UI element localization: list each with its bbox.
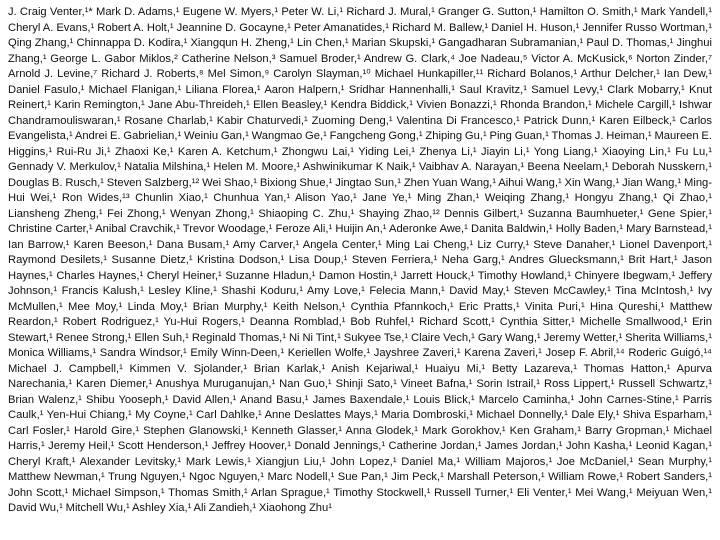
author-list: J. Craig Venter,¹* Mark D. Adams,¹ Eugene W. Myers,¹ Peter W. Li,¹ Richard J. Mural,¹ Granger G. Sutton,¹ Hamilton O. Smith,¹ Mark Yandell,¹ Cheryl A. Evans,¹ Robert A. Holt,¹ Jeannine D. Gocayne,¹ Peter Amanatides,¹ Richard M. Ballew,¹ Daniel H. Huson,¹ Jennifer Russo Wortman,¹ Qing Zhang,¹ Chinnappa D. Kodira,¹ Xiangqun H. Zheng,¹ Lin Chen,¹ Marian Skupski,¹ Gangadharan Subramanian,¹ Paul D. Thomas,¹ Jinghui Zhang,¹ George L. Gabor Miklos,² Catherine Nelson,³ Samuel Broder,¹ Andrew G. Clark,⁴ Joe Nadeau,⁵ Victor A. McKusick,⁶ Norton Zinder,⁷ Arnold J. Levine,⁷ Richard J. Roberts,⁸ Mel Simon,⁹ Carolyn Slayman,¹⁰ Michael Hunkapiller,¹¹ Richard Bolanos,¹ Arthur Delcher,¹ Ian Dew,¹ Daniel Fasulo,¹ Michael Flanigan,¹ Liliana Florea,¹ Aaron Halpern,¹ Sridhar Hannenhalli,¹ Saul Kravitz,¹ Samuel Levy,¹ Clark Mobarry,¹ Knut Reinert,¹ Karin Remington,¹ Jane Abu-Threideh,¹ Ellen Beasley,¹ Kendra Biddick,¹ Vivien Bonazzi,¹ Rhonda Brandon,¹ Michele Cargill,¹ Ishwar Chandramouliswaran,¹ Rosane Charlab,¹ Kabir Chaturvedi,¹ Zuoming Deng,¹ Valentina Di Francesco,¹ Patrick Dunn,¹ Karen Eilbeck,¹ Carlos Evangelista,¹ Andrei E. Gabrielian,¹ Weiniu Gan,¹ Wangmao Ge,¹ Fangcheng Gong,¹ Zhiping Gu,¹ Ping Guan,¹ Thomas J. Heiman,¹ Maureen E. Higgins,¹ Rui-Ru Ji,¹ Zhaoxi Ke,¹ Karen A. Ketchum,¹ Zhongwu Lai,¹ Yiding Lei,¹ Zhenya Li,¹ Jiayin Li,¹ Yong Liang,¹ Xiaoying Lin,¹ Fu Lu,¹ Gennady V. Merkulov,¹ Natalia Milshina,¹ Helen M. Moore,¹ Ashwinikumar K Naik,¹ Vaibhav A. Narayan,¹ Beena Neelam,¹ Deborah Nusskern,¹ Douglas B. Rusch,¹ Steven Salzberg,¹² Wei Shao,¹ Bixiong Shue,¹ Jingtao Sun,¹ Zhen Yuan Wang,¹ Aihui Wang,¹ Xin Wang,¹ Jian Wang,¹ Ming-Hui Wei,¹ Ron Wides,¹³ Chunlin Xiao,¹ Chunhua Yan,¹ Alison Yao,¹ Jane Ye,¹ Ming Zhan,¹ Weiqing Zhang,¹ Hongyu Zhang,¹ Qi Zhao,¹ Liansheng Zheng,¹ Fei Zhong,¹ Wenyan Zhong,¹ Shiaoping C. Zhu,¹ Shaying Zhao,¹² Dennis Gilbert,¹ Suzanna Baumhueter,¹ Gene Spier,¹ Christine Carter,¹ Anibal Cravchik,¹ Trevor Woodage,¹ Feroze Ali,¹ Huijin An,¹ Aderonke Awe,¹ Danita Baldwin,¹ Holly Baden,¹ Mary Barnstead,¹ Ian Barrow,¹ Karen Beeson,¹ Dana Busam,¹ Amy Carver,¹ Angela Center,¹ Ming Lai Cheng,¹ Liz Curry,¹ Steve Danaher,¹ Lionel Davenport,¹ Raymond Desilets,¹ Susanne Dietz,¹ Kristina Dodson,¹ Lisa Doup,¹ Steven Ferriera,¹ Neha Garg,¹ Andres Gluecksmann,¹ Brit Hart,¹ Jason Haynes,¹ Charles Haynes,¹ Cheryl Heiner,¹ Suzanne Hladun,¹ Damon Hostin,¹ Jarrett Houck,¹ Timothy Howland,¹ Chinyere Ibegwam,¹ Jeffery Johnson,¹ Francis Kalush,¹ Lesley Kline,¹ Shashi Koduru,¹ Amy Love,¹ Felecia Mann,¹ David May,¹ Steven McCawley,¹ Tina McIntosh,¹ Ivy McMullen,¹ Mee Moy,¹ Linda Moy,¹ Brian Murphy,¹ Keith Nelson,¹ Cynthia Pfannkoch,¹ Eric Pratts,¹ Vinita Puri,¹ Hina Qureshi,¹ Matthew Reardon,¹ Robert Rodriguez,¹ Yu-Hui Rogers,¹ Deanna Romblad,¹ Bob Ruhfel,¹ Richard Scott,¹ Cynthia Sitter,¹ Michelle Smallwood,¹ Erin Stewart,¹ Renee Strong,¹ Ellen Suh,¹ Reginald Thomas,¹ Ni Ni Tint,¹ Sukyee Tse,¹ Claire Vech,¹ Gary Wang,¹ Jeremy Wetter,¹ Sherita Williams,¹ Monica Williams,¹ Sandra Windsor,¹ Emily Winn-Deen,¹ Keriellen Wolfe,¹ Jayshree Zaveri,¹ Karena Zaveri,¹ Josep F. Abril,¹⁴ Roderic Guigó,¹⁴ Michael J. Campbell,¹ Kimmen V. Sjolander,¹ Brian Karlak,¹ Anish Kejariwal,¹ Huaiyu Mi,¹ Betty Lazareva,¹ Thomas Hatton,¹ Apurva Narechania,¹ Karen Diemer,¹ Anushya Muruganujan,¹ Nan Guo,¹ Shinji Sato,¹ Vineet Bafna,¹ Sorin Istrail,¹ Ross Lippert,¹ Russell Schwartz,¹ Brian Walenz,¹ Shibu Yooseph,¹ David Allen,¹ Anand Basu,¹ James Baxendale,¹ Louis Blick,¹ Marcelo Caminha,¹ John Carnes-Stine,¹ Parris Caulk,¹ Yen-Hui Chiang,¹ My Coyne,¹ Carl Dahlke,¹ Anne Deslattes Mays,¹ Maria Dombroski,¹ Michael Donnelly,¹ Dale Ely,¹ Shiva Esparham,¹ Carl Fosler,¹ Harold Gire,¹ Stephen Glanowski,¹ Kenneth Glasser,¹ Anna Glodek,¹ Mark Gorokhov,¹ Ken Graham,¹ Barry Gropman,¹ Michael Harris,¹ Jeremy Heil,¹ Scott Henderson,¹ Jeffrey Hoover,¹ Donald Jennings,¹ Catherine Jordan,¹ James Jordan,¹ John Kasha,¹ Leonid Kagan,¹ Cheryl Kraft,¹ Alexander Levitsky,¹ Mark Lewis,¹ Xiangjun Liu,¹ John Lopez,¹ Daniel Ma,¹ William Majoros,¹ Joe McDaniel,¹ Sean Murphy,¹ Matthew Newman,¹ Trung Nguyen,¹ Ngoc Nguyen,¹ Marc Nodell,¹ Sue Pan,¹ Jim Peck,¹ Marshall Peterson,¹ William Rowe,¹ Robert Sanders,¹ John Scott,¹ Michael Simpson,¹ Thomas Smith,¹ Arlan Sprague,¹ Timothy Stockwell,¹ Russell Turner,¹ Eli Venter,¹ Mei Wang,¹ Meiyuan Wen,¹ David Wu,¹ Mitchell Wu,¹ Ashley Xia,¹ Ali Zandieh,¹ Xiaohong Zhu¹ bbox=[8, 6, 712, 514]
